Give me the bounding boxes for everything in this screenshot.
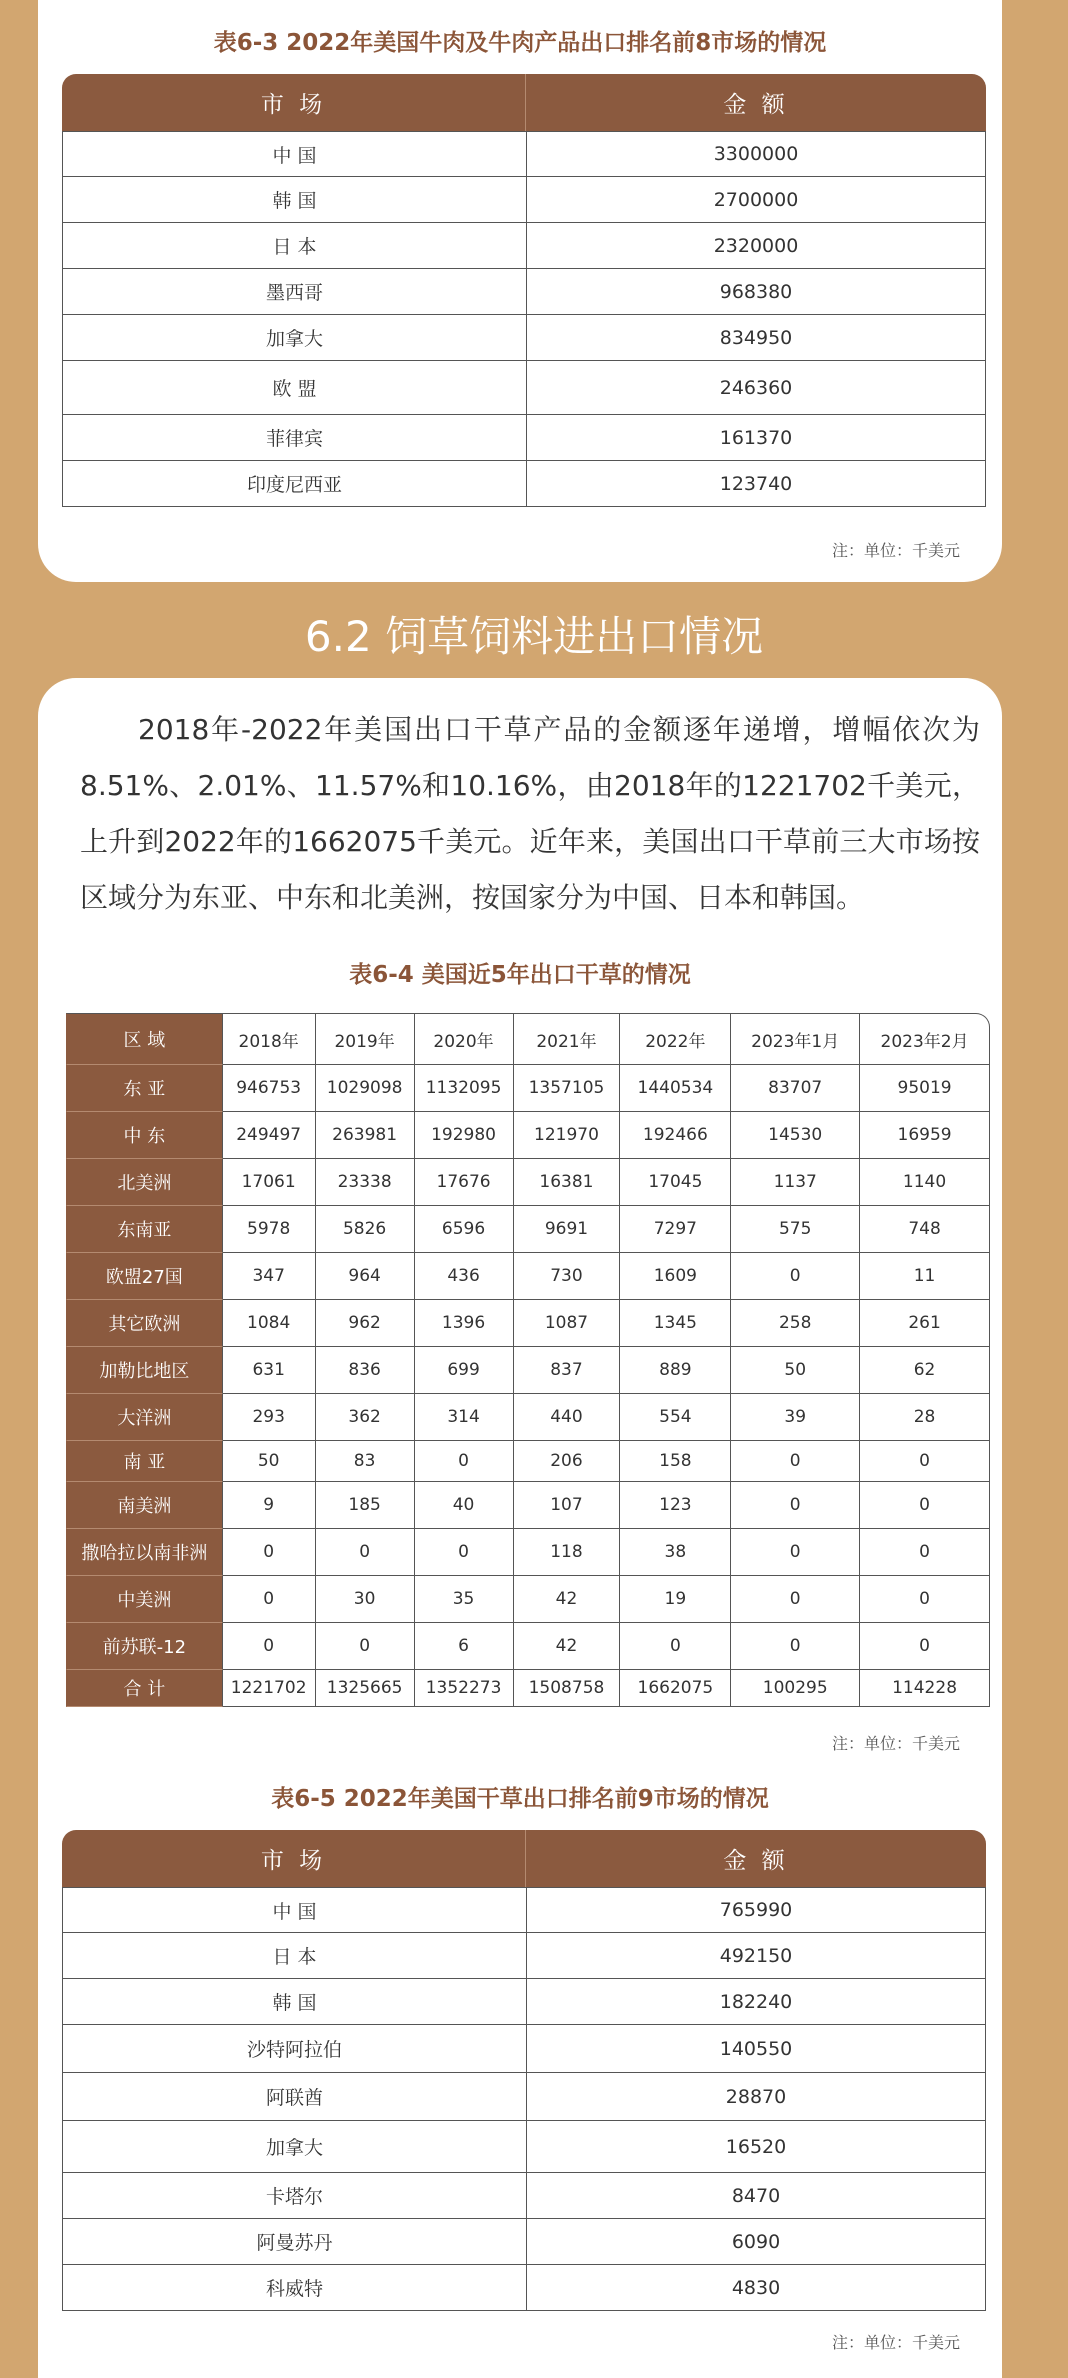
value-cell: 261	[860, 1300, 990, 1347]
market-cell: 中 国	[62, 131, 526, 177]
table-6-3-title: 表6-3 2022年美国牛肉及牛肉产品出口排名前8市场的情况	[213, 30, 827, 56]
value-cell: 0	[731, 1623, 860, 1670]
table-row	[62, 1933, 986, 1979]
amount-cell: 834950	[526, 315, 986, 361]
column-header-amount: 金 额	[526, 74, 986, 131]
amount-cell: 16520	[526, 2121, 986, 2173]
value-cell: 50	[731, 1347, 860, 1394]
amount-cell: 246360	[526, 361, 986, 415]
table-row	[66, 1576, 990, 1623]
value-cell: 16959	[860, 1112, 990, 1159]
amount-cell: 28870	[526, 2073, 986, 2121]
value-cell: 347	[223, 1253, 316, 1300]
value-cell: 1357105	[514, 1065, 621, 1112]
region-cell: 东 亚	[66, 1065, 223, 1112]
value-cell: 0	[731, 1441, 860, 1482]
table-row	[62, 269, 986, 315]
value-cell: 5978	[223, 1206, 316, 1253]
value-cell: 1345	[620, 1300, 731, 1347]
value-cell: 30	[316, 1576, 415, 1623]
table-6-4-title: 表6-4 美国近5年出口干草的情况	[349, 962, 691, 988]
market-cell: 日 本	[62, 223, 526, 269]
total-value-cell: 100295	[731, 1670, 860, 1707]
column-header-market: 市 场	[62, 1830, 526, 1887]
value-cell: 836	[316, 1347, 415, 1394]
amount-cell: 6090	[526, 2219, 986, 2265]
value-cell: 0	[860, 1529, 990, 1576]
value-cell: 440	[514, 1394, 621, 1441]
total-value-cell: 1508758	[514, 1670, 621, 1707]
table-row	[62, 361, 986, 415]
value-cell: 107	[514, 1482, 621, 1529]
column-header-month: 2023年1月	[731, 1013, 860, 1065]
region-cell: 撒哈拉以南非洲	[66, 1529, 223, 1576]
value-cell: 1132095	[415, 1065, 514, 1112]
value-cell: 631	[223, 1347, 316, 1394]
table-row	[66, 1482, 990, 1529]
table-6-5-note: 注：单位：千美元	[831, 2333, 960, 2352]
total-value-cell: 1221702	[223, 1670, 316, 1707]
value-cell: 95019	[860, 1065, 990, 1112]
value-cell: 314	[415, 1394, 514, 1441]
value-cell: 1029098	[316, 1065, 415, 1112]
value-cell: 263981	[316, 1112, 415, 1159]
market-cell: 印度尼西亚	[62, 461, 526, 507]
value-cell: 40	[415, 1482, 514, 1529]
table-row	[62, 2073, 986, 2121]
value-cell: 192466	[620, 1112, 731, 1159]
value-cell: 889	[620, 1347, 731, 1394]
value-cell: 17061	[223, 1159, 316, 1206]
market-cell: 墨西哥	[62, 269, 526, 315]
region-cell: 欧盟27国	[66, 1253, 223, 1300]
total-value-cell: 1352273	[415, 1670, 514, 1707]
value-cell: 17045	[620, 1159, 731, 1206]
value-cell: 293	[223, 1394, 316, 1441]
value-cell: 7297	[620, 1206, 731, 1253]
region-cell: 其它欧洲	[66, 1300, 223, 1347]
value-cell: 699	[415, 1347, 514, 1394]
amount-cell: 492150	[526, 1933, 986, 1979]
market-cell: 韩 国	[62, 1979, 526, 2025]
value-cell: 1087	[514, 1300, 621, 1347]
value-cell: 6	[415, 1623, 514, 1670]
table-6-5-title: 表6-5 2022年美国干草出口排名前9市场的情况	[271, 1786, 769, 1812]
table-row	[62, 2025, 986, 2073]
value-cell: 35	[415, 1576, 514, 1623]
value-cell: 0	[223, 1623, 316, 1670]
value-cell: 0	[223, 1576, 316, 1623]
table-header-row	[66, 1013, 990, 1065]
column-header-year: 2018年	[223, 1013, 316, 1065]
table-row	[62, 415, 986, 461]
amount-cell: 161370	[526, 415, 986, 461]
market-cell: 菲律宾	[62, 415, 526, 461]
value-cell: 730	[514, 1253, 621, 1300]
value-cell: 1137	[731, 1159, 860, 1206]
market-cell: 日 本	[62, 1933, 526, 1979]
value-cell: 0	[860, 1623, 990, 1670]
value-cell: 1140	[860, 1159, 990, 1206]
region-cell: 前苏联-12	[66, 1623, 223, 1670]
column-header-year: 2021年	[514, 1013, 621, 1065]
table-6-4-note: 注：单位：千美元	[831, 1734, 960, 1753]
table-row	[66, 1441, 990, 1482]
value-cell: 9691	[514, 1206, 621, 1253]
table-row	[62, 131, 986, 177]
amount-cell: 2700000	[526, 177, 986, 223]
value-cell: 16381	[514, 1159, 621, 1206]
table-row	[66, 1065, 990, 1112]
value-cell: 38	[620, 1529, 731, 1576]
table-row	[66, 1300, 990, 1347]
value-cell: 62	[860, 1347, 990, 1394]
value-cell: 50	[223, 1441, 316, 1482]
value-cell: 0	[620, 1623, 731, 1670]
table-row	[66, 1623, 990, 1670]
table-row	[62, 461, 986, 507]
amount-cell: 123740	[526, 461, 986, 507]
value-cell: 185	[316, 1482, 415, 1529]
market-cell: 阿联酋	[62, 2073, 526, 2121]
total-label-cell: 合 计	[66, 1670, 223, 1707]
value-cell: 0	[860, 1441, 990, 1482]
hay-export-table	[66, 1013, 990, 1707]
table-row	[62, 2265, 986, 2311]
value-cell: 83707	[731, 1065, 860, 1112]
value-cell: 123	[620, 1482, 731, 1529]
column-header-year: 2022年	[620, 1013, 731, 1065]
amount-cell: 182240	[526, 1979, 986, 2025]
market-cell: 加拿大	[62, 2121, 526, 2173]
market-cell: 中 国	[62, 1887, 526, 1933]
amount-cell: 765990	[526, 1887, 986, 1933]
value-cell: 964	[316, 1253, 415, 1300]
market-cell: 卡塔尔	[62, 2173, 526, 2219]
market-cell: 加拿大	[62, 315, 526, 361]
amount-cell: 968380	[526, 269, 986, 315]
value-cell: 11	[860, 1253, 990, 1300]
region-cell: 北美洲	[66, 1159, 223, 1206]
column-header-year: 2019年	[316, 1013, 415, 1065]
value-cell: 23338	[316, 1159, 415, 1206]
value-cell: 1440534	[620, 1065, 731, 1112]
value-cell: 249497	[223, 1112, 316, 1159]
table-row	[62, 1887, 986, 1933]
column-header-region: 区 域	[66, 1013, 223, 1065]
beef-export-rows	[62, 131, 986, 507]
section-heading: 6.2 饲草饲料进出口情况	[304, 612, 764, 661]
table-row	[66, 1529, 990, 1576]
value-cell: 17676	[415, 1159, 514, 1206]
amount-cell: 8470	[526, 2173, 986, 2219]
value-cell: 837	[514, 1347, 621, 1394]
total-value-cell: 1325665	[316, 1670, 415, 1707]
value-cell: 0	[860, 1576, 990, 1623]
value-cell: 9	[223, 1482, 316, 1529]
value-cell: 121970	[514, 1112, 621, 1159]
value-cell: 0	[316, 1529, 415, 1576]
table-row	[62, 177, 986, 223]
value-cell: 83	[316, 1441, 415, 1482]
total-value-cell: 1662075	[620, 1670, 731, 1707]
table-row	[62, 2219, 986, 2265]
amount-cell: 4830	[526, 2265, 986, 2311]
value-cell: 258	[731, 1300, 860, 1347]
table-row	[66, 1159, 990, 1206]
total-value-cell: 114228	[860, 1670, 990, 1707]
value-cell: 0	[415, 1529, 514, 1576]
table-row	[62, 2173, 986, 2219]
beef-export-card	[38, 0, 1002, 582]
value-cell: 362	[316, 1394, 415, 1441]
value-cell: 0	[316, 1623, 415, 1670]
value-cell: 206	[514, 1441, 621, 1482]
value-cell: 39	[731, 1394, 860, 1441]
table-row	[66, 1112, 990, 1159]
amount-cell: 3300000	[526, 131, 986, 177]
value-cell: 962	[316, 1300, 415, 1347]
table-row	[66, 1206, 990, 1253]
column-header-market: 市 场	[62, 74, 526, 131]
value-cell: 19	[620, 1576, 731, 1623]
value-cell: 0	[223, 1529, 316, 1576]
value-cell: 0	[731, 1253, 860, 1300]
value-cell: 1084	[223, 1300, 316, 1347]
region-cell: 南 亚	[66, 1441, 223, 1482]
amount-cell: 2320000	[526, 223, 986, 269]
value-cell: 0	[731, 1576, 860, 1623]
value-cell: 946753	[223, 1065, 316, 1112]
market-cell: 沙特阿拉伯	[62, 2025, 526, 2073]
value-cell: 1609	[620, 1253, 731, 1300]
value-cell: 14530	[731, 1112, 860, 1159]
region-cell: 南美洲	[66, 1482, 223, 1529]
market-cell: 韩 国	[62, 177, 526, 223]
value-cell: 1396	[415, 1300, 514, 1347]
table-6-3-note: 注：单位：千美元	[831, 541, 960, 560]
value-cell: 0	[731, 1482, 860, 1529]
value-cell: 0	[860, 1482, 990, 1529]
region-cell: 东南亚	[66, 1206, 223, 1253]
column-header-month: 2023年2月	[860, 1013, 990, 1065]
table-row	[62, 1979, 986, 2025]
region-cell: 加勒比地区	[66, 1347, 223, 1394]
column-header-amount: 金 额	[526, 1830, 986, 1887]
table-row	[62, 223, 986, 269]
value-cell: 748	[860, 1206, 990, 1253]
value-cell: 28	[860, 1394, 990, 1441]
beef-export-table	[62, 74, 986, 507]
market-cell: 阿曼苏丹	[62, 2219, 526, 2265]
value-cell: 192980	[415, 1112, 514, 1159]
value-cell: 575	[731, 1206, 860, 1253]
amount-cell: 140550	[526, 2025, 986, 2073]
table-row	[66, 1347, 990, 1394]
region-cell: 中 东	[66, 1112, 223, 1159]
region-cell: 大洋洲	[66, 1394, 223, 1441]
value-cell: 6596	[415, 1206, 514, 1253]
value-cell: 0	[415, 1441, 514, 1482]
value-cell: 118	[514, 1529, 621, 1576]
value-cell: 554	[620, 1394, 731, 1441]
market-cell: 欧 盟	[62, 361, 526, 415]
market-cell: 科威特	[62, 2265, 526, 2311]
value-cell: 158	[620, 1441, 731, 1482]
hay-market-table	[62, 1830, 986, 2311]
region-cell: 中美洲	[66, 1576, 223, 1623]
column-header-year: 2020年	[415, 1013, 514, 1065]
table-row	[66, 1253, 990, 1300]
table-row	[62, 315, 986, 361]
value-cell: 0	[731, 1529, 860, 1576]
value-cell: 42	[514, 1576, 621, 1623]
table-total-row	[66, 1670, 990, 1707]
intro-paragraph: 2018年-2022年美国出口干草产品的金额逐年递增，增幅依次为8.51%、2.01%、11.57%和10.16%，由2018年的1221702千美元，上升到2022年的1662075千美元。近年来，美国出口干草前三大市场按区域分为东亚、中东和北美洲，按国家分为中国、日本和韩国。	[80, 713, 980, 914]
table-row	[66, 1394, 990, 1441]
table-row	[62, 2121, 986, 2173]
value-cell: 42	[514, 1623, 621, 1670]
value-cell: 5826	[316, 1206, 415, 1253]
value-cell: 436	[415, 1253, 514, 1300]
